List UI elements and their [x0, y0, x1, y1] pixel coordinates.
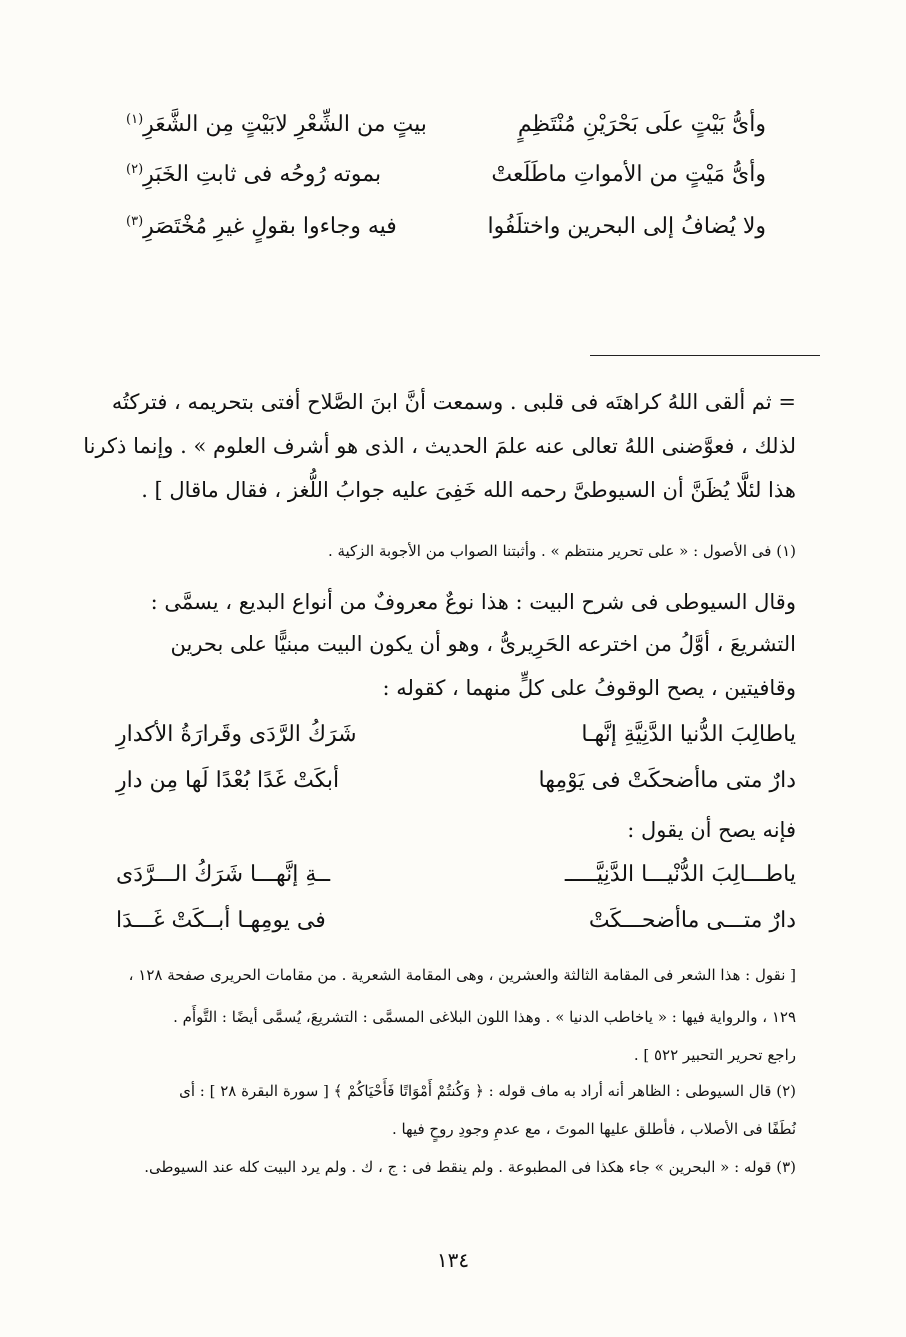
footnote-3: (٣) قوله : « البحرين » جاء هكذا فى المطبوعة . ولم ينقط فى : ج ، ك . ولم يرد البيت كله عند السيوطى. [144, 1158, 796, 1176]
verse-second-half: شَرَكُ الرَّدَى وقَرارَةُ الأكدارِ [116, 722, 357, 747]
footnote-editor-line-3: راجع تحرير التحبير ٥٢٢ ] . [633, 1046, 796, 1064]
top-verse-3 [126, 214, 766, 239]
continuation-line-1: = ثم ألقى اللهُ كراهتَه فى قلبى . وسمعت أنَّ ابنَ الصَّلاح أفتى بتحريمه ، فتركتُه [111, 390, 796, 414]
verse-text: بموته رُوحُه فى ثابتِ الخَبَرِ [143, 162, 382, 188]
footnote-marker: (٢) [126, 162, 144, 177]
verse-second-half [126, 214, 397, 239]
footnote-2-line-2: نُطَفًا فى الأصلاب ، فأطلق عليها الموتَ ، مع عدمِ وجودِ روحٍ فيها . [391, 1120, 796, 1138]
footnote-2-line-1: (٢) قال السيوطى : الظاهر أنه أراد به ماف قوله : ﴿ وَكُنتُمْ أَمْوَاتًا فَأَحْيَاكُمْ ﴾ [ سورة البقرة ٢٨ ] : أى [179, 1082, 796, 1100]
footnote-editor-line-2: ١٢٩ ، والرواية فيها : « ياخاطب الدنيا » . وهذا اللون البلاغى المسمَّى : التشريعَ، يُسمَّى أيضًا : التَّوأَم . [173, 1008, 796, 1026]
verse-first-half: ولا يُضافُ إلى البحرين واختلَفُوا [487, 214, 766, 239]
footnote-1: (١) فى الأصول : « على تحرير منتظم » . وأثبتنا الصواب من الأجوبة الزكية . [327, 542, 796, 560]
commentary-line-1: وقال السيوطى فى شرح البيت : هذا نوعٌ معروفٌ من أنواع البديع ، يسمَّى : [150, 590, 796, 614]
top-verse-1 [126, 112, 766, 137]
verse-text: بيتٍ من الشِّعْرِ لابَيْتٍ مِن الشَّعَرِ [143, 112, 427, 138]
continuation-line-2: لذلك ، فعوَّضنى اللهُ تعالى عنه علمَ الحديث ، الذى هو أشرف العلوم » . وإنما ذكرنا [83, 434, 796, 458]
verse-first-half: دارٌ متـــى ماأضحـــكَتْ [588, 908, 796, 933]
verse-second-half: أبكَتْ غَدًا بُعْدًا لَها مِن دارِ [116, 768, 340, 793]
verse-first-half: ياطـــالِبَ الدُّنْيـــا الدَّنِيَّـــــ [564, 862, 796, 887]
verse-second-half [126, 112, 427, 137]
verse-second-half [126, 162, 381, 187]
commentary-line-3: وقافيتين ، يصح الوقوفُ على كلٍّ منهما ، كقوله : [382, 676, 796, 700]
verse-first-half: دارٌ متى ماأضحكَتْ فى يَوْمِها [538, 768, 796, 793]
verse-first-half: ياطالِبَ الدُّنيا الدَّنِيَّةِ إنَّهـا [581, 722, 796, 747]
verse-second-half: ــةِ إنَّهـــا شَرَكُ الـــرَّدَى [116, 862, 331, 887]
footnote-editor-line-1: [ نقول : هذا الشعر فى المقامة الثالثة والعشرين ، وهى المقامة الشعرية . من مقامات الحريرى صفحة ١٢٨ ، [128, 966, 796, 984]
short-verse-2 [116, 908, 796, 933]
verse-text: فيه وجاءوا بقولٍ غيرِ مُخْتَصَرِ [143, 214, 397, 240]
example-verse-1 [116, 722, 796, 747]
continuation-line-3: هذا لئلَّا يُظَنَّ أن السيوطىَّ رحمه الله خَفِىَ عليه جوابُ اللُّغز ، فقال ماقال ] . [141, 478, 796, 502]
verse-second-half: فى يومِهـا أبــكَتْ غَـــدَا [116, 908, 326, 933]
example-verse-2 [116, 768, 796, 793]
verse-first-half: وأىُّ مَيْتٍ من الأمواتِ ماطَلَعتْ [491, 162, 766, 187]
commentary-line-2: التشريعَ ، أوَّلُ من اخترعه الحَرِيرىُّ ، وهو أن يكون البيت مبنيًّا على بحرين [170, 632, 796, 656]
can-say-line: فإنه يصح أن يقول : [627, 818, 796, 842]
verse-first-half: وأىُّ بَيْتٍ علَى بَحْرَيْنِ مُنْتَظِمٍ [517, 112, 766, 137]
footnote-marker: (٣) [126, 214, 144, 229]
footnote-separator [590, 355, 820, 356]
short-verse-1 [116, 862, 796, 887]
page-number: ١٣٤ [436, 1248, 470, 1272]
footnote-marker: (١) [126, 112, 144, 127]
top-verse-2 [126, 162, 766, 187]
